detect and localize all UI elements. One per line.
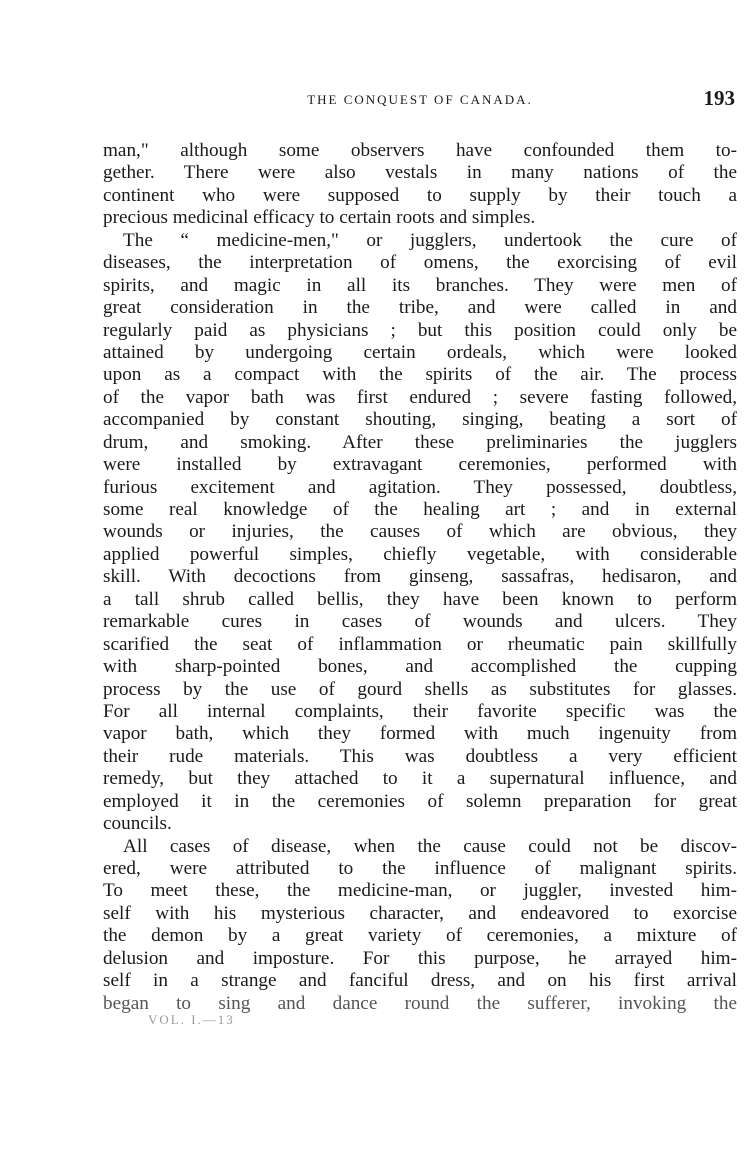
text-line: scarified the seat of inflammation or rheumatic pain skillfully [103, 633, 737, 655]
text-line: remarkable cures in cases of wounds and ulcers. They [103, 611, 737, 633]
text-line: the demon by a great variety of ceremonies, a mixture of [103, 925, 737, 947]
text-line: drum, and smoking. After these preliminaries the jugglers [103, 431, 737, 453]
text-line: spirits, and magic in all its branches. They were men of [103, 274, 737, 296]
page-header [103, 86, 737, 112]
text-line: regularly paid as physicians ; but this position could only be [103, 319, 737, 341]
text-line: employed it in the ceremonies of solemn preparation for great [103, 790, 737, 812]
text-line: furious excitement and agitation. They possessed, doubtless, [103, 476, 737, 498]
text-line: accompanied by constant shouting, singing, beating a sort of [103, 409, 737, 431]
text-line: gether. There were also vestals in many nations of the [103, 162, 737, 184]
signature-mark: VOL. I.—13 [148, 1012, 235, 1027]
text-line: continent who were supposed to supply by their touch a [103, 184, 737, 206]
text-line: ered, were attributed to the influence of malignant spirits. [103, 858, 737, 879]
text-line: precious medicinal efficacy to certain roots and simples. [103, 207, 536, 229]
text-line: process by the use of gourd shells as substitutes for glasses. [103, 678, 737, 700]
text-line: self in a strange and fanciful dress, and on his first arrival [103, 970, 737, 992]
text-line: were installed by extravagant ceremonies, performed with [103, 454, 737, 476]
text-line: diseases, the interpretation of omens, the exorcising of evil [103, 252, 737, 274]
text-line: of the vapor bath was first endured ; severe fasting followed, [103, 386, 737, 408]
text-line: All cases of disease, when the cause could not be discov- [123, 835, 737, 857]
text-line: remedy, but they attached to it a supernatural influence, and [103, 768, 737, 790]
body-text [103, 140, 737, 1015]
text-line: skill. With decoctions from ginseng, sassafras, hedisaron, and [103, 566, 737, 588]
text-line: man," although some observers have confounded them to- [103, 140, 737, 161]
text-line: self with his mysterious character, and endeavored to exorcise [103, 902, 737, 924]
text-line: upon as a compact with the spirits of the air. The process [103, 364, 737, 386]
text-line: some real knowledge of the healing art ; and in external [103, 499, 737, 520]
text-line: began to sing and dance round the sufferer, invoking the [103, 992, 737, 1014]
text-line: To meet these, the medicine-man, or juggler, invested him- [103, 880, 737, 902]
text-line: delusion and imposture. For this purpose, he arrayed him- [103, 947, 737, 969]
text-line: councils. [103, 813, 172, 835]
running-title: THE CONQUEST OF CANADA. [307, 92, 533, 107]
text-line: great consideration in the tribe, and were called in and [103, 297, 737, 319]
text-line: vapor bath, which they formed with much ingenuity from [103, 723, 737, 745]
text-line: their rude materials. This was doubtless a very efficient [103, 745, 737, 767]
text-line: with sharp-pointed bones, and accomplished the cupping [103, 656, 737, 678]
text-line: The “ medicine-men," or jugglers, undertook the cure of [123, 229, 737, 251]
text-line: a tall shrub called bellis, they have been known to perform [103, 588, 737, 610]
text-line: attained by undergoing certain ordeals, which were looked [103, 341, 737, 363]
page-number: 193 [703, 86, 735, 110]
text-line: wounds or injuries, the causes of which are obvious, they [103, 521, 737, 543]
text-line: applied powerful simples, chiefly vegetable, with considerable [103, 543, 737, 565]
text-line: For all internal complaints, their favorite specific was the [103, 700, 737, 722]
